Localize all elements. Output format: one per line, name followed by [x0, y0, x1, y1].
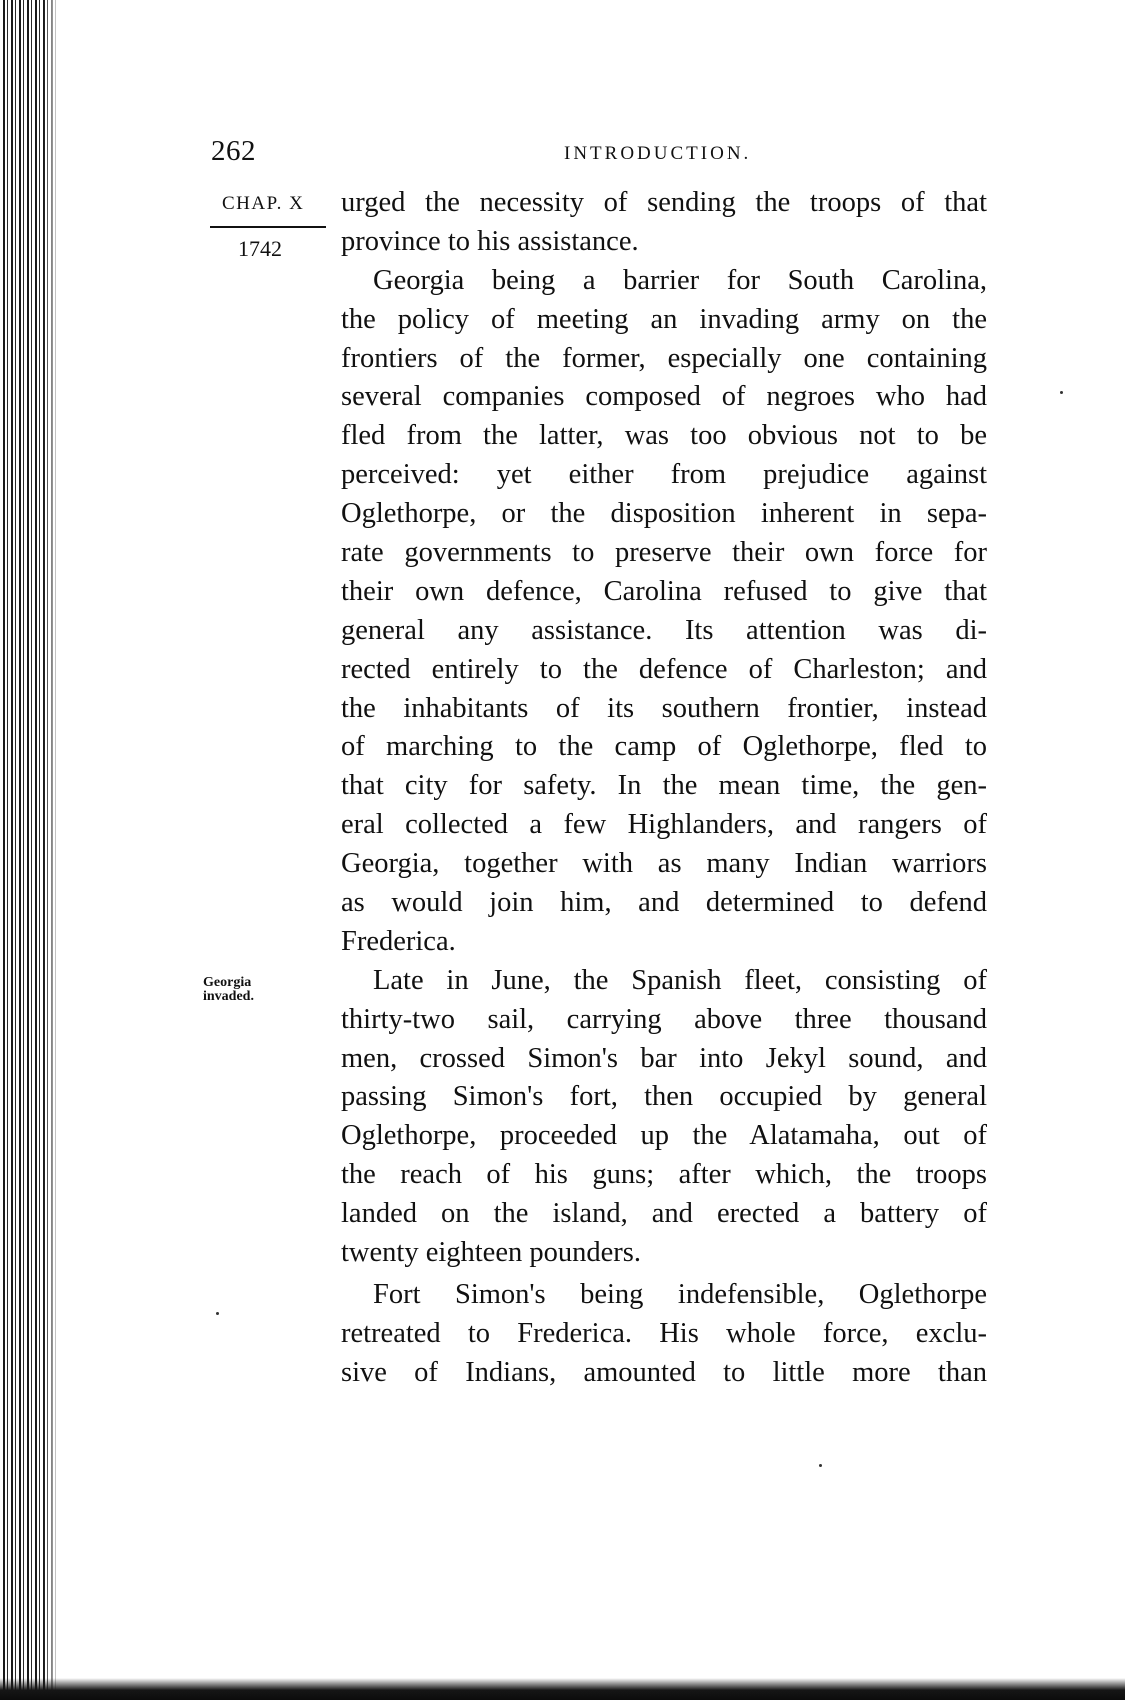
sidenote-line: Georgia: [203, 975, 252, 990]
sidenote-georgia-invaded: [203, 976, 283, 1004]
text-line: rected entirely to the defence of Charleston; and: [341, 653, 987, 685]
text-line: urged the necessity of sending the troops of that: [341, 187, 987, 218]
text-line: the reach of his guns; after which, the troops: [341, 1159, 987, 1191]
text-line: Oglethorpe, or the disposition inherent in sepa-: [341, 498, 987, 530]
scan-speck: [819, 1464, 822, 1467]
text-line: the inhabitants of its southern frontier, instead: [341, 692, 987, 724]
margin-year: 1742: [238, 236, 282, 261]
text-line: their own defence, Carolina refused to give that: [341, 575, 987, 607]
scan-speck: [216, 1312, 219, 1315]
text-line: sive of Indians, amounted to little more than: [341, 1356, 987, 1388]
paragraph-start-line: Late in June, the Spanish fleet, consisting of: [373, 964, 987, 996]
text-line: of marching to the camp of Oglethorpe, fled to: [341, 731, 987, 763]
text-line: that city for safety. In the mean time, the gen-: [341, 770, 987, 802]
text-line: eral collected a few Highlanders, and rangers of: [341, 809, 987, 841]
margin-chapter-label: CHAP. X: [222, 193, 305, 214]
paragraph-start-line: Fort Simon's being indefensible, Oglethorpe: [373, 1278, 987, 1310]
paragraph-start-line: Georgia being a barrier for South Carolina,: [373, 264, 987, 296]
page-bottom-shadow: [0, 1678, 1125, 1700]
sidenote-line: invaded.: [203, 989, 254, 1004]
text-line: passing Simon's fort, then occupied by general: [341, 1081, 987, 1113]
text-line: general any assistance. Its attention was di-: [341, 614, 987, 646]
text-line: retreated to Frederica. His whole force, exclu-: [341, 1317, 987, 1349]
text-line: several companies composed of negroes who had: [341, 381, 987, 413]
text-line: Frederica.: [341, 925, 456, 957]
scan-speck: [1060, 391, 1063, 394]
margin-rule: [210, 226, 326, 228]
text-line: rate governments to preserve their own force for: [341, 537, 987, 569]
text-line: as would join him, and determined to defend: [341, 887, 987, 919]
text-line: Oglethorpe, proceeded up the Alatamaha, out of: [341, 1120, 987, 1152]
running-head: INTRODUCTION.: [564, 143, 752, 164]
text-line: Georgia, together with as many Indian warriors: [341, 848, 987, 880]
text-line: province to his assistance.: [341, 225, 639, 257]
text-line: frontiers of the former, especially one containing: [341, 342, 987, 374]
body-text: [341, 184, 987, 1393]
binding-fade: [44, 0, 60, 1700]
text-line: thirty-two sail, carrying above three thousand: [341, 1003, 987, 1035]
text-line: landed on the island, and erected a battery of: [341, 1198, 987, 1230]
page-number: 262: [211, 135, 256, 167]
text-line: twenty eighteen pounders.: [341, 1237, 641, 1269]
text-line: men, crossed Simon's bar into Jekyl sound, and: [341, 1042, 987, 1074]
text-line: fled from the latter, was too obvious not to be: [341, 420, 987, 452]
text-line: the policy of meeting an invading army on the: [341, 303, 987, 335]
text-line: perceived: yet either from prejudice against: [341, 459, 987, 491]
